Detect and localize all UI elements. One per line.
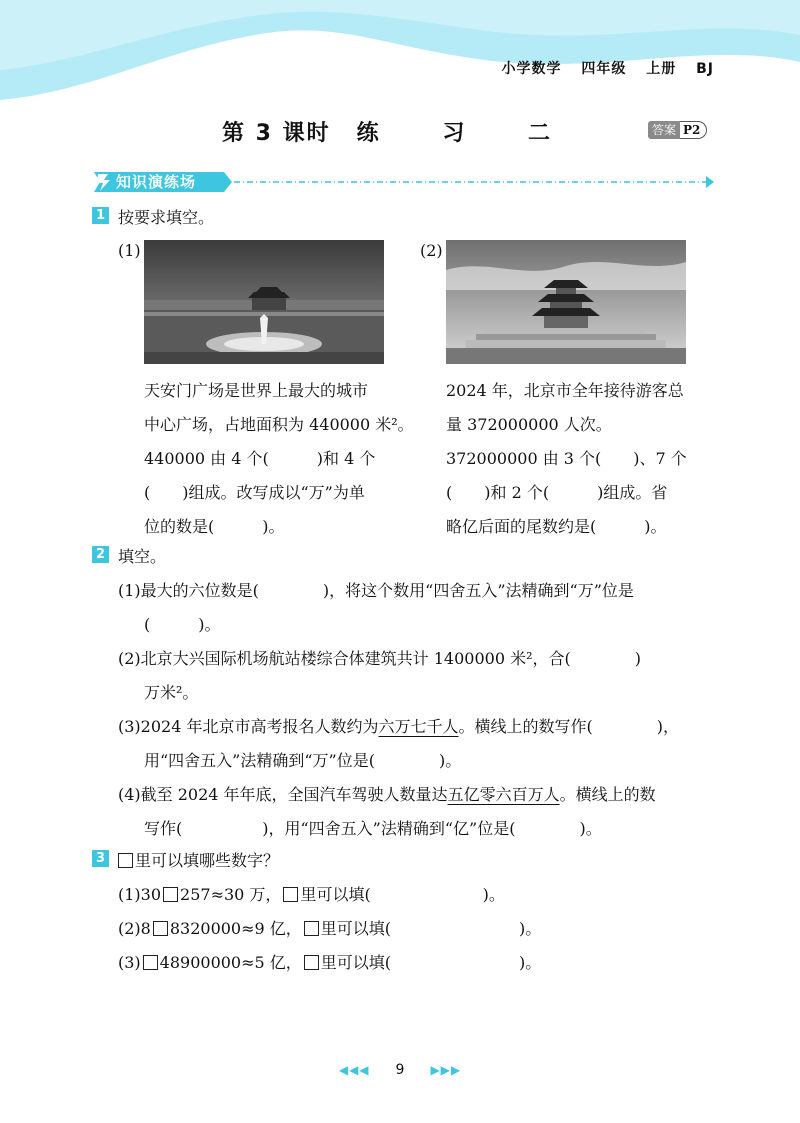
header-subject: 小学数学: [501, 61, 562, 77]
question-title: 填空。: [118, 547, 167, 566]
text-segment: 里可以填( )。: [300, 885, 505, 904]
part-number: (2): [420, 241, 443, 260]
blank-box: [163, 887, 178, 902]
text-line: 略亿后面的尾数约是( )。: [446, 517, 667, 536]
page-footer: [0, 1062, 800, 1078]
text-line: ( )。: [144, 615, 221, 634]
text-line: 用“四舍五入”法精确到“万”位是( )。: [144, 751, 462, 770]
temple-of-heaven-photo: [446, 240, 686, 364]
text-segment: 257≈30 万，: [180, 885, 282, 904]
page-number: 9: [395, 1062, 405, 1078]
header-volume: 上册: [646, 61, 677, 77]
text-segment: 。横线上的数写作( )，: [458, 717, 679, 736]
tiananmen-photo: [144, 240, 384, 364]
answer-label: 答案: [648, 121, 680, 139]
text-segment: 。横线上的数: [559, 785, 656, 804]
text-segment: (3)2024 年北京市高考报名人数约为: [118, 717, 379, 736]
text-segment: 48900000≈5 亿，: [159, 953, 302, 972]
header-info: [487, 58, 714, 78]
text-segment: 里可以填( )。: [320, 919, 542, 938]
blank-box: [283, 887, 298, 902]
text-segment: 8320000≈9 亿，: [169, 919, 302, 938]
text-line: 位的数是( )。: [144, 517, 285, 536]
text-line: 2024 年，北京市全年接待游客总: [446, 381, 684, 400]
blank-box: [153, 921, 168, 936]
text-segment: (4)截至 2024 年年底，全国汽车驾驶人数量达: [118, 785, 448, 804]
text-segment: (1)30: [118, 885, 162, 904]
text-line: ( )和 2 个( )组成。省: [446, 483, 668, 502]
answer-reference[interactable]: [648, 121, 707, 139]
underlined-text: 五亿零六百万人: [447, 785, 560, 804]
text-line: [118, 882, 505, 905]
text-line: 372000000 由 3 个( )、7 个: [446, 449, 687, 468]
text-segment: 里可以填( )。: [320, 953, 542, 972]
underlined-text: 六万七千人: [378, 717, 459, 736]
text-line: 写作( )，用“四舍五入”法精确到“亿”位是( )。: [144, 819, 602, 838]
text-line: [118, 950, 541, 973]
text-line: [118, 916, 541, 939]
text-segment: (3): [118, 953, 141, 972]
question-title: 按要求填空。: [118, 208, 215, 227]
text-line: 万米²。: [144, 683, 199, 702]
blank-box: [118, 853, 133, 868]
lesson-number: 第 3 课时: [222, 121, 331, 146]
text-line: [118, 714, 679, 737]
text-line: 天安门广场是世界上最大的城市: [144, 381, 369, 400]
text-line: [118, 782, 656, 805]
lesson-name: 练 习 二: [356, 121, 578, 146]
left-arrows-icon: ◀◀◀: [338, 1063, 370, 1077]
blank-box: [143, 955, 158, 970]
text-segment: (2)8: [118, 919, 151, 938]
blank-box: [304, 955, 319, 970]
header-edition: BJ: [696, 61, 714, 77]
text-line: (1)最大的六位数是( )，将这个数用“四舍五入”法精确到“万”位是: [118, 581, 634, 600]
header-wave: [0, 0, 800, 110]
text-line: ( )组成。改写成以“万”为单: [144, 483, 365, 502]
answer-page: P2: [680, 121, 707, 139]
question-number: 3: [92, 850, 109, 867]
question-number: 2: [92, 546, 109, 563]
section-label: 知识演练场: [116, 173, 197, 191]
question-number: 1: [92, 207, 109, 224]
right-arrows-icon: ▶▶▶: [430, 1063, 462, 1077]
question-title-line: [116, 848, 279, 871]
text-line: 中心广场，占地面积为 440000 米²。: [144, 415, 414, 434]
question-title: 里可以填哪些数字？: [135, 851, 280, 870]
blank-box: [304, 921, 319, 936]
header-grade: 四年级: [581, 61, 627, 77]
part-number: (1): [118, 241, 141, 260]
text-line: (2)北京大兴国际机场航站楼综合体建筑共计 1400000 米²，合( ): [118, 649, 641, 668]
text-line: 量 372000000 人次。: [446, 415, 612, 434]
text-line: 440000 由 4 个( )和 4 个: [144, 449, 376, 468]
